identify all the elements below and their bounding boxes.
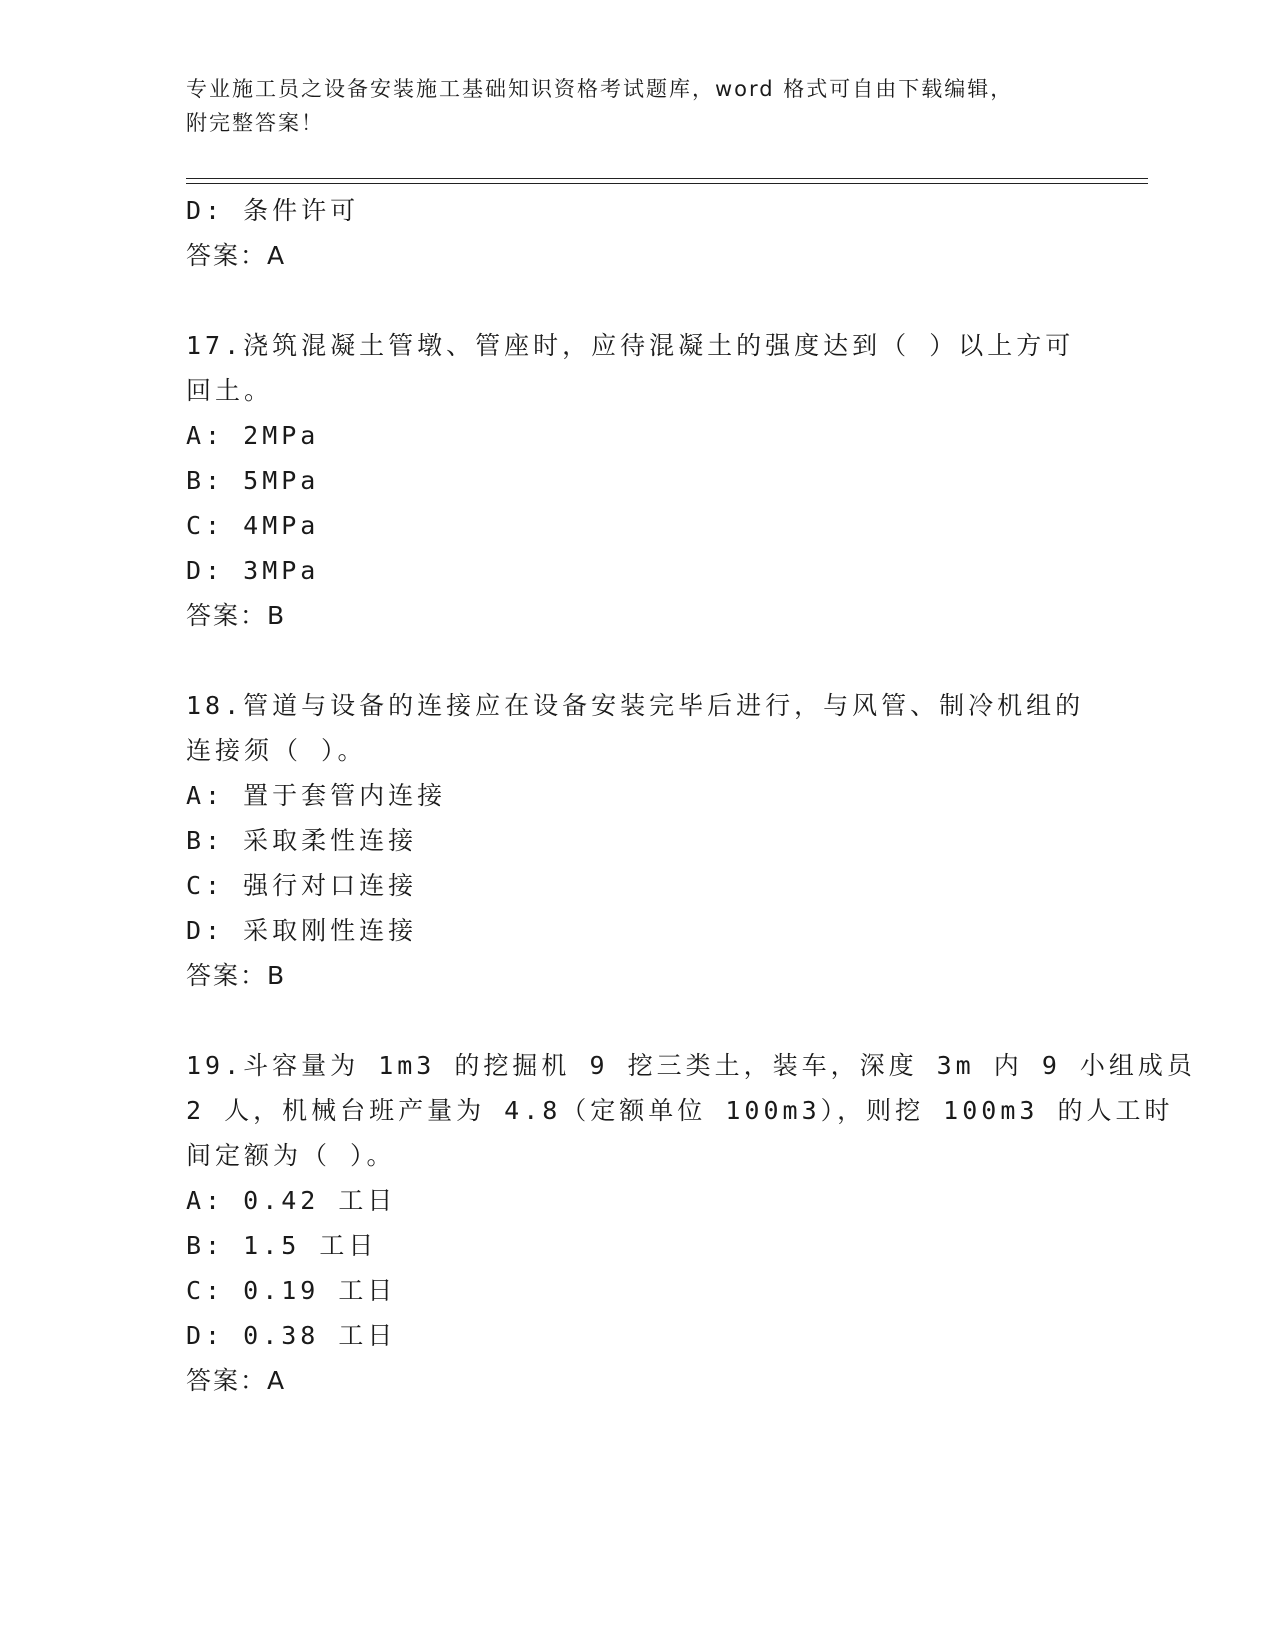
- document-body: [186, 188, 1196, 1403]
- question-text: [186, 1043, 1196, 1178]
- question-text-line: 18.管道与设备的连接应在设备安装完毕后进行，与风管、制冷机组的: [186, 691, 1085, 720]
- question-text-line: 回土。: [186, 376, 274, 405]
- answer-line: 答案：A: [186, 1366, 287, 1395]
- question-19: [186, 1043, 1196, 1403]
- option-b: B: 采取柔性连接: [186, 826, 418, 855]
- option-d: D: 0.38 工日: [186, 1321, 397, 1350]
- carryover-block: [186, 188, 1086, 278]
- option-a: A: 置于套管内连接: [186, 781, 447, 810]
- option-a: A: 2MPa: [186, 421, 320, 450]
- answer-line: 答案：B: [186, 961, 287, 990]
- question-text: [186, 683, 1085, 773]
- page-header: [186, 72, 1066, 140]
- option-c: C: 4MPa: [186, 511, 320, 540]
- answer-line: 答案：A: [186, 241, 287, 270]
- question-text-line: 连接须（ ）。: [186, 736, 367, 765]
- option-d: D: 3MPa: [186, 556, 320, 585]
- question-18: [186, 683, 1086, 998]
- option-c: C: 0.19 工日: [186, 1276, 397, 1305]
- header-rule-top: [186, 178, 1148, 179]
- header-line-1: 专业施工员之设备安装施工基础知识资格考试题库，word 格式可自由下载编辑，: [186, 77, 1014, 101]
- question-text: [186, 323, 1075, 413]
- option-d: D: 采取刚性连接: [186, 916, 418, 945]
- question-text-line: 2 人，机械台班产量为 4.8（定额单位 100m3），则挖 100m3 的人工时: [186, 1096, 1174, 1125]
- option-c: C: 强行对口连接: [186, 871, 418, 900]
- option-a: A: 0.42 工日: [186, 1186, 397, 1215]
- question-text-line: 17.浇筑混凝土管墩、管座时，应待混凝土的强度达到（ ）以上方可: [186, 331, 1075, 360]
- option-b: B: 5MPa: [186, 466, 320, 495]
- question-text-line: 19.斗容量为 1m3 的挖掘机 9 挖三类土，装车，深度 3m 内 9 小组成员: [186, 1051, 1196, 1080]
- option-b: B: 1.5 工日: [186, 1231, 378, 1260]
- header-line-2: 附完整答案！: [186, 111, 324, 135]
- header-rule-bottom: [186, 183, 1148, 184]
- question-17: [186, 323, 1086, 638]
- question-text-line: 间定额为（ ）。: [186, 1141, 396, 1170]
- answer-line: 答案：B: [186, 601, 287, 630]
- option-d: D: 条件许可: [186, 196, 360, 225]
